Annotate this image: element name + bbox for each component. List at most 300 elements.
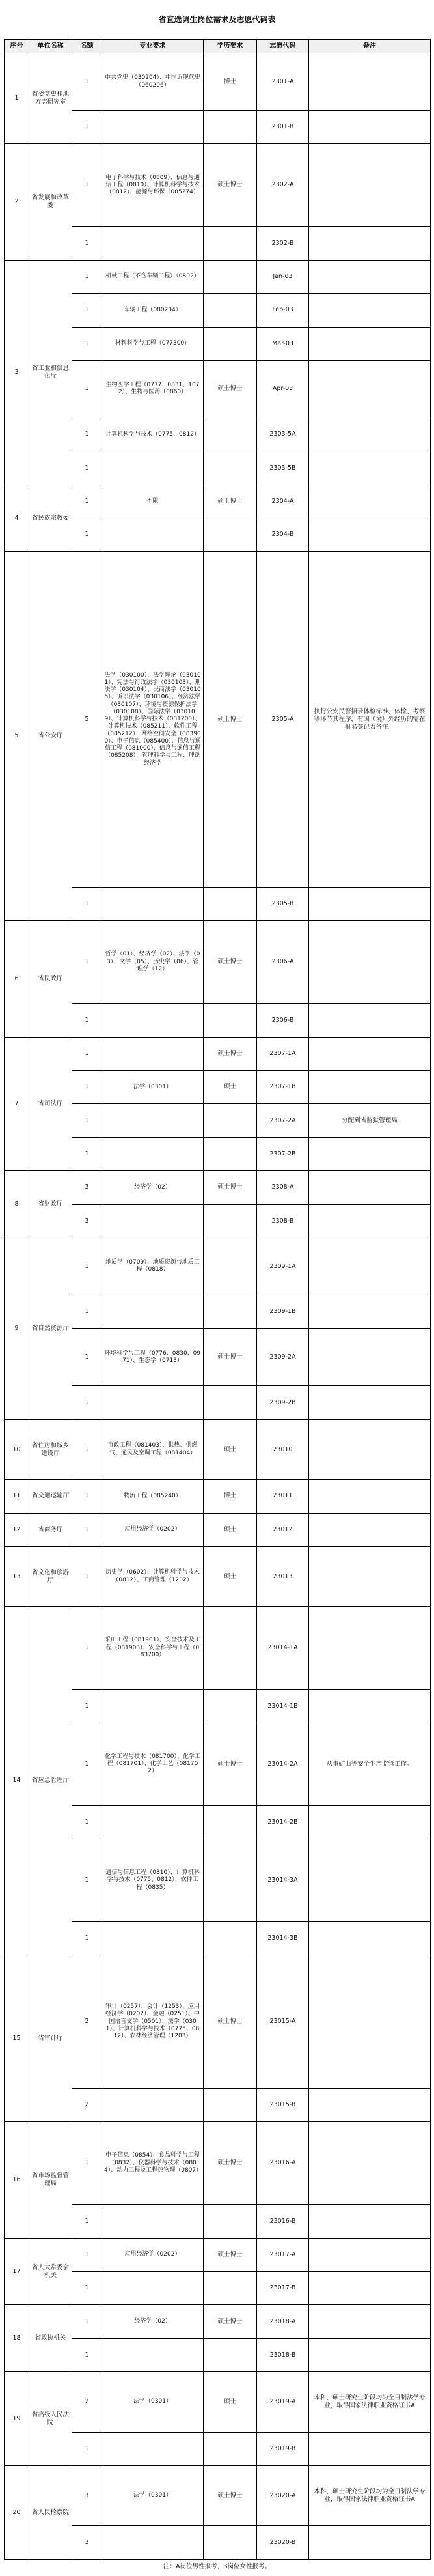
- unit-name: 省市场监督管理局: [29, 2122, 72, 2238]
- quota-cell: 1: [72, 2238, 102, 2271]
- quota-cell: 1: [72, 1137, 102, 1170]
- quota-cell: 1: [72, 1037, 102, 1070]
- code-cell: 2306-A: [257, 921, 309, 1004]
- note-cell: [309, 1295, 431, 1329]
- code-cell: 2306-B: [257, 1004, 309, 1037]
- code-cell: 2301-B: [257, 111, 309, 144]
- education-cell: 硕士: [204, 1071, 257, 1104]
- note-cell: [309, 2238, 431, 2271]
- code-cell: 2301-A: [257, 53, 309, 111]
- major-cell: [102, 2088, 204, 2121]
- quota-cell: 2: [72, 1955, 102, 2089]
- table-header: [5, 40, 431, 53]
- quota-cell: 1: [72, 53, 102, 111]
- table-row: [5, 53, 431, 111]
- unit-name: 省交通运输厅: [29, 1480, 72, 1513]
- quota-cell: 1: [72, 1921, 102, 1955]
- row-number: 3: [5, 260, 29, 485]
- quota-cell: 1: [72, 294, 102, 327]
- quota-cell: 3: [72, 1171, 102, 1204]
- code-cell: 2307-2A: [257, 1104, 309, 1137]
- code-cell: 2308-A: [257, 1171, 309, 1204]
- note-cell: [309, 1955, 431, 2089]
- table-body: [5, 53, 431, 2560]
- header-cell: 名额: [72, 40, 102, 53]
- code-cell: 23014-2A: [257, 1723, 309, 1805]
- education-cell: [204, 1839, 257, 1922]
- major-cell: 通信与信息工程（0810）、计算机科学与技术（0775、0812）、软件工程（0835）: [102, 1839, 204, 1922]
- unit-name: 省文化和旅游厅: [29, 1546, 72, 1606]
- education-cell: 硕士博士: [204, 144, 257, 227]
- quota-cell: 1: [72, 1004, 102, 1037]
- quota-cell: 2: [72, 2372, 102, 2432]
- major-cell: 法学（0301）: [102, 2372, 204, 2432]
- major-cell: 法学（0301）: [102, 1071, 204, 1104]
- unit-name: 省民政厅: [29, 921, 72, 1037]
- quota-cell: 1: [72, 1238, 102, 1295]
- note-cell: [309, 1238, 431, 1295]
- education-cell: [204, 1921, 257, 1955]
- table-row: [5, 2305, 431, 2338]
- note-cell: [309, 1171, 431, 1204]
- major-cell: [102, 2526, 204, 2560]
- table-row: [5, 1513, 431, 1546]
- header-row: [5, 40, 431, 53]
- major-cell: [102, 227, 204, 260]
- quota-cell: 1: [72, 518, 102, 552]
- major-cell: [102, 2272, 204, 2305]
- quota-cell: 1: [72, 1295, 102, 1329]
- note-cell: [309, 360, 431, 418]
- education-cell: [204, 327, 257, 360]
- quota-cell: 1: [72, 227, 102, 260]
- code-cell: 23018-A: [257, 2305, 309, 2338]
- code-cell: 23015-B: [257, 2088, 309, 2121]
- major-cell: 法学（0301）: [102, 2465, 204, 2525]
- education-cell: [204, 2526, 257, 2560]
- note-cell: [309, 1839, 431, 1922]
- quota-cell: 1: [72, 1839, 102, 1922]
- major-cell: 市政工程（081403）、供热、供燃气、通风及空调工程（081404）: [102, 1419, 204, 1479]
- code-cell: 2307-1A: [257, 1037, 309, 1070]
- education-cell: [204, 260, 257, 293]
- code-cell: 23017-A: [257, 2238, 309, 2271]
- row-number: 10: [5, 1419, 29, 1479]
- quota-cell: 1: [72, 2432, 102, 2465]
- major-cell: 历史学（0602）、计算机科学与技术（0812）、工商管理（1202）: [102, 1546, 204, 1606]
- unit-name: 省应急管理厅: [29, 1607, 72, 1955]
- education-cell: [204, 2432, 257, 2465]
- quota-cell: 3: [72, 2526, 102, 2560]
- code-cell: 23018-B: [257, 2338, 309, 2371]
- table-row: [5, 552, 431, 888]
- table-row: [5, 1546, 431, 1606]
- row-number: 18: [5, 2305, 29, 2372]
- code-cell: 2307-2B: [257, 1137, 309, 1170]
- major-cell: 物流工程（085240）: [102, 1480, 204, 1513]
- table-row: [5, 2238, 431, 2271]
- note-cell: [309, 1805, 431, 1839]
- note-cell: [309, 1607, 431, 1690]
- note-cell: [309, 2122, 431, 2205]
- unit-name: 省人民检察院: [29, 2465, 72, 2559]
- note-cell: [309, 921, 431, 1004]
- education-cell: 硕士博士: [204, 1955, 257, 2089]
- education-cell: [204, 1805, 257, 1839]
- major-cell: 化学工程与技术（081700）、化学工程（081701）、化学工艺（081702）: [102, 1723, 204, 1805]
- major-cell: [102, 1690, 204, 1723]
- note-cell: [309, 2432, 431, 2465]
- code-cell: 2309-1A: [257, 1238, 309, 1295]
- note-cell: [309, 1690, 431, 1723]
- code-cell: 23020-B: [257, 2526, 309, 2560]
- row-number: 16: [5, 2122, 29, 2238]
- unit-name: 省工业和信息化厅: [29, 260, 72, 485]
- note-cell: [309, 2338, 431, 2371]
- note-cell: [309, 485, 431, 518]
- education-cell: 硕士博士: [204, 1723, 257, 1805]
- education-cell: 硕士: [204, 2372, 257, 2432]
- quota-cell: 1: [72, 888, 102, 921]
- code-cell: 2309-2A: [257, 1329, 309, 1386]
- major-cell: [102, 2338, 204, 2371]
- code-cell: 2305-B: [257, 888, 309, 921]
- note-cell: [309, 418, 431, 451]
- education-cell: [204, 418, 257, 451]
- row-number: 5: [5, 552, 29, 921]
- code-cell: 23013: [257, 1546, 309, 1606]
- unit-name: 省高级人民法院: [29, 2372, 72, 2466]
- education-cell: [204, 2205, 257, 2238]
- major-cell: 应用经济学（0202）: [102, 1513, 204, 1546]
- quota-cell: 1: [72, 360, 102, 418]
- major-cell: [102, 1921, 204, 1955]
- code-cell: 23014-3B: [257, 1921, 309, 1955]
- position-table: [4, 39, 431, 2560]
- note-cell: [309, 1480, 431, 1513]
- note-cell: 本科、硕士研究生阶段均为全日制法学专业，取得国家法律职业资格证书A: [309, 2465, 431, 2525]
- table-row: [5, 921, 431, 1004]
- header-cell: 单位名称: [29, 40, 72, 53]
- education-cell: [204, 1295, 257, 1329]
- table-row: [5, 260, 431, 293]
- education-cell: [204, 1004, 257, 1037]
- table-row: [5, 1480, 431, 1513]
- row-number: 6: [5, 921, 29, 1037]
- education-cell: [204, 294, 257, 327]
- education-cell: [204, 1607, 257, 1690]
- major-cell: [102, 2205, 204, 2238]
- major-cell: [102, 1137, 204, 1170]
- quota-cell: 5: [72, 552, 102, 888]
- quota-cell: 1: [72, 2338, 102, 2371]
- quota-cell: 3: [72, 1204, 102, 1238]
- major-cell: 应用经济学（0202）: [102, 2238, 204, 2271]
- quota-cell: 1: [72, 921, 102, 1004]
- major-cell: [102, 111, 204, 144]
- education-cell: 硕士博士: [204, 360, 257, 418]
- education-cell: [204, 518, 257, 552]
- code-cell: 2302-A: [257, 144, 309, 227]
- table-row: [5, 2372, 431, 2432]
- note-cell: [309, 2526, 431, 2560]
- code-cell: Apr-03: [257, 360, 309, 418]
- table-row: [5, 2122, 431, 2205]
- major-cell: 哲学（01）、经济学（02）、法学（03）、文学（05）、历史学（06）、管理学（12）: [102, 921, 204, 1004]
- major-cell: [102, 1104, 204, 1137]
- code-cell: 23014-1A: [257, 1607, 309, 1690]
- row-number: 13: [5, 1546, 29, 1606]
- quota-cell: 1: [72, 451, 102, 485]
- quota-cell: 3: [72, 2465, 102, 2525]
- quota-cell: 1: [72, 1071, 102, 1104]
- table-row: [5, 1955, 431, 2089]
- education-cell: [204, 1204, 257, 1238]
- major-cell: 采矿工程（081901）、安全技术及工程（081903）、安全科学与工程（083700）: [102, 1607, 204, 1690]
- code-cell: 23019-A: [257, 2372, 309, 2432]
- page-title: 省直选调生岗位需求及志愿代码表: [158, 14, 276, 24]
- code-cell: 23019-B: [257, 2432, 309, 2465]
- note-cell: [309, 327, 431, 360]
- major-cell: [102, 1204, 204, 1238]
- unit-name: 省民族宗教委: [29, 485, 72, 552]
- note-cell: [309, 1071, 431, 1104]
- quota-cell: 1: [72, 1480, 102, 1513]
- education-cell: 博士: [204, 53, 257, 111]
- note-cell: [309, 144, 431, 227]
- code-cell: 23014-2B: [257, 1805, 309, 1839]
- note-cell: [309, 2088, 431, 2121]
- quota-cell: 2: [72, 2088, 102, 2121]
- major-cell: [102, 1037, 204, 1070]
- code-cell: 2307-1B: [257, 1071, 309, 1104]
- major-cell: 材料科学与工程（077300）: [102, 327, 204, 360]
- quota-cell: 1: [72, 1690, 102, 1723]
- note-cell: [309, 1513, 431, 1546]
- note-cell: [309, 53, 431, 111]
- unit-name: 省商务厅: [29, 1513, 72, 1546]
- major-cell: [102, 518, 204, 552]
- quota-cell: 1: [72, 418, 102, 451]
- row-number: 17: [5, 2238, 29, 2305]
- quota-cell: 1: [72, 2205, 102, 2238]
- education-cell: [204, 888, 257, 921]
- code-cell: 23020-A: [257, 2465, 309, 2525]
- quota-cell: 1: [72, 1513, 102, 1546]
- note-cell: 从事矿山等安全生产监管工作。: [309, 1723, 431, 1805]
- major-cell: [102, 1805, 204, 1839]
- unit-name: 省审计厅: [29, 1955, 72, 2122]
- note-cell: [309, 518, 431, 552]
- education-cell: 硕士博士: [204, 1171, 257, 1204]
- code-cell: Feb-03: [257, 294, 309, 327]
- table-row: [5, 1607, 431, 1690]
- education-cell: [204, 1137, 257, 1170]
- unit-name: 省公安厅: [29, 552, 72, 921]
- row-number: 14: [5, 1607, 29, 1955]
- note-cell: [309, 1204, 431, 1238]
- code-cell: 23014-3A: [257, 1839, 309, 1922]
- header-cell: 备注: [309, 40, 431, 53]
- code-cell: 2305-A: [257, 552, 309, 888]
- note-cell: 本科、硕士研究生阶段均为全日制法学专业，取得国家法律职业资格证书A: [309, 2372, 431, 2432]
- row-number: 19: [5, 2372, 29, 2466]
- education-cell: 硕士博士: [204, 552, 257, 888]
- quota-cell: 1: [72, 1419, 102, 1479]
- table-row: [5, 1037, 431, 1070]
- major-cell: 中共党史（030204）、中国近现代史（060206）: [102, 53, 204, 111]
- code-cell: 2304-A: [257, 485, 309, 518]
- note-cell: [309, 2305, 431, 2338]
- education-cell: 硕士: [204, 1419, 257, 1479]
- note-cell: [309, 2272, 431, 2305]
- note-cell: [309, 1386, 431, 1419]
- note-cell: [309, 1921, 431, 1955]
- education-cell: [204, 227, 257, 260]
- code-cell: 23011: [257, 1480, 309, 1513]
- education-cell: 硕士: [204, 1513, 257, 1546]
- education-cell: [204, 111, 257, 144]
- header-cell: 专业要求: [102, 40, 204, 53]
- major-cell: [102, 2432, 204, 2465]
- education-cell: 硕士博士: [204, 2122, 257, 2205]
- major-cell: 电子科学与技术（0809）、信息与通信工程（0810）、计算机科学与技术（0812）、能源与环保（085274）: [102, 144, 204, 227]
- quota-cell: 1: [72, 2305, 102, 2338]
- row-number: 9: [5, 1238, 29, 1419]
- note-cell: [309, 294, 431, 327]
- table-row: [5, 1171, 431, 1204]
- major-cell: 地质学（0709）、地质资源与地质工程（0818）: [102, 1238, 204, 1295]
- quota-cell: 1: [72, 485, 102, 518]
- table-footnote: 注：A岗位男性报考，B岗位女性报考。: [163, 2563, 271, 2570]
- row-number: 8: [5, 1171, 29, 1238]
- unit-name: 省发展和改革委: [29, 144, 72, 260]
- code-cell: 23012: [257, 1513, 309, 1546]
- note-cell: [309, 1329, 431, 1386]
- quota-cell: 1: [72, 1546, 102, 1606]
- unit-name: 省司法厅: [29, 1037, 72, 1171]
- unit-name: 省政协机关: [29, 2305, 72, 2372]
- code-cell: 2304-B: [257, 518, 309, 552]
- unit-name: 省自然资源厅: [29, 1238, 72, 1419]
- major-cell: 机械工程（不含车辆工程）（0802）: [102, 260, 204, 293]
- row-number: 4: [5, 485, 29, 552]
- quota-cell: 1: [72, 144, 102, 227]
- header-cell: 序号: [5, 40, 29, 53]
- quota-cell: 1: [72, 1723, 102, 1805]
- major-cell: [102, 888, 204, 921]
- row-number: 11: [5, 1480, 29, 1513]
- quota-cell: 1: [72, 260, 102, 293]
- education-cell: 硕士博士: [204, 485, 257, 518]
- row-number: 2: [5, 144, 29, 260]
- row-number: 12: [5, 1513, 29, 1546]
- table-row: [5, 144, 431, 227]
- education-cell: 硕士博士: [204, 1329, 257, 1386]
- note-cell: [309, 888, 431, 921]
- quota-cell: 1: [72, 1329, 102, 1386]
- education-cell: [204, 1238, 257, 1295]
- major-cell: 生物医学工程（0777、0831、1072）、生物与医药（0860）: [102, 360, 204, 418]
- major-cell: [102, 1295, 204, 1329]
- quota-cell: 1: [72, 327, 102, 360]
- major-cell: 经济学（02）: [102, 1171, 204, 1204]
- major-cell: 计算机科学与技术（0775、0812）: [102, 418, 204, 451]
- major-cell: [102, 451, 204, 485]
- code-cell: Jan-03: [257, 260, 309, 293]
- education-cell: [204, 1386, 257, 1419]
- education-cell: 硕士: [204, 1546, 257, 1606]
- note-cell: [309, 2205, 431, 2238]
- major-cell: 法学（030100）、法学理论（030101）、宪法与行政法学（030103）、刑法学（030104）、民商法学（030105）、诉讼法学（030106）、经济法学（030107）、环境与资源保护法学（030108）、国际法学（030109）、计算机科学与技术（081200）、计算机技术（085211）、软件工程（085212）、网络空间安全（083900）、电子信息（085400）、信息与通信工程（081000）、信息与通信工程（085208）、管理科学与工程、理论经济学: [102, 552, 204, 888]
- row-number: 15: [5, 1955, 29, 2122]
- education-cell: 硕士博士: [204, 921, 257, 1004]
- code-cell: 23010: [257, 1419, 309, 1479]
- education-cell: 硕士博士: [204, 1037, 257, 1070]
- code-cell: 23015-A: [257, 1955, 309, 2089]
- major-cell: 不限: [102, 485, 204, 518]
- table-row: [5, 2465, 431, 2525]
- education-cell: 硕士博士: [204, 2238, 257, 2271]
- major-cell: [102, 1004, 204, 1037]
- major-cell: 车辆工程（080204）: [102, 294, 204, 327]
- education-cell: [204, 1104, 257, 1137]
- education-cell: [204, 1690, 257, 1723]
- note-cell: [309, 1037, 431, 1070]
- quota-cell: 1: [72, 1386, 102, 1419]
- unit-name: 省委党史和地方志研究室: [29, 53, 72, 144]
- note-cell: [309, 1137, 431, 1170]
- note-cell: [309, 260, 431, 293]
- code-cell: 2302-B: [257, 227, 309, 260]
- quota-cell: 1: [72, 1104, 102, 1137]
- note-cell: [309, 227, 431, 260]
- table-row: [5, 485, 431, 518]
- row-number: 1: [5, 53, 29, 144]
- code-cell: 23016-A: [257, 2122, 309, 2205]
- code-cell: 2308-B: [257, 1204, 309, 1238]
- education-cell: [204, 2088, 257, 2121]
- row-number: 20: [5, 2465, 29, 2559]
- note-cell: [309, 451, 431, 485]
- education-cell: [204, 451, 257, 485]
- quota-cell: 1: [72, 1805, 102, 1839]
- header-cell: 学历要求: [204, 40, 257, 53]
- unit-name: 省人大常委会机关: [29, 2238, 72, 2305]
- code-cell: Mar-03: [257, 327, 309, 360]
- note-cell: [309, 1546, 431, 1606]
- code-cell: 23016-B: [257, 2205, 309, 2238]
- quota-cell: 1: [72, 111, 102, 144]
- unit-name: 省住房和城乡建设厅: [29, 1419, 72, 1479]
- unit-name: 省财政厅: [29, 1171, 72, 1238]
- education-cell: 博士: [204, 1480, 257, 1513]
- note-cell: [309, 1419, 431, 1479]
- quota-cell: 1: [72, 2122, 102, 2205]
- quota-cell: 1: [72, 1607, 102, 1690]
- table-row: [5, 1419, 431, 1479]
- code-cell: 2309-1B: [257, 1295, 309, 1329]
- table-row: [5, 1238, 431, 1295]
- row-number: 7: [5, 1037, 29, 1171]
- code-cell: 23017-B: [257, 2272, 309, 2305]
- code-cell: 2303-5B: [257, 451, 309, 485]
- note-cell: 分配到省监狱管理局: [309, 1104, 431, 1137]
- code-cell: 23014-1B: [257, 1690, 309, 1723]
- major-cell: 电子信息（0854）、食品科学与工程（0832）、仪器科学与技术（0804）、动力工程及工程热物理（0807）: [102, 2122, 204, 2205]
- education-cell: [204, 2272, 257, 2305]
- code-cell: 2309-2B: [257, 1386, 309, 1419]
